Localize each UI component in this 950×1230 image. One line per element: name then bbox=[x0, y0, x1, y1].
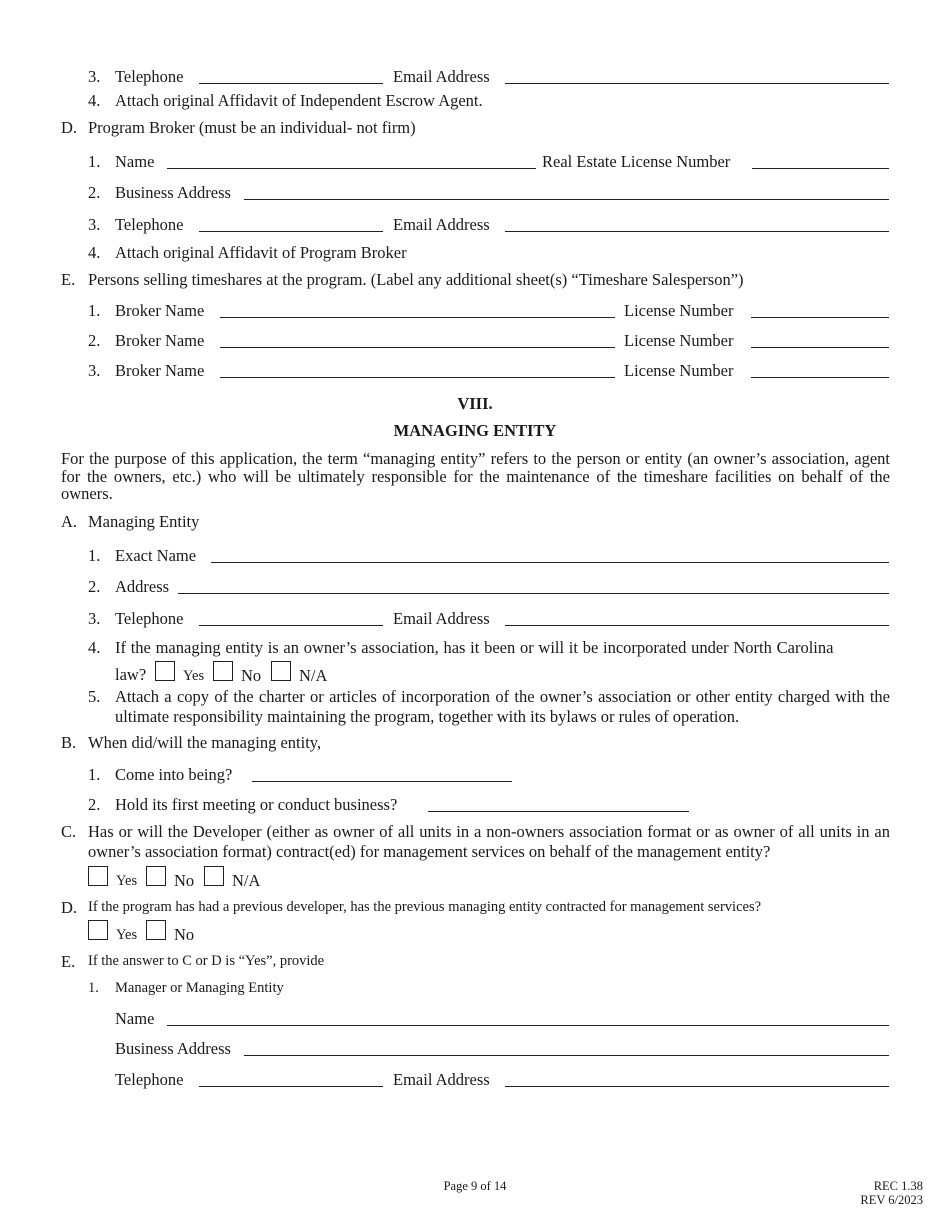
section-title: Persons selling timeshares at the program. (Label any additional sheet(s) “Timeshare Salesperson”) bbox=[88, 270, 744, 289]
manager-name-label: Name bbox=[115, 1009, 155, 1028]
exact-name-field[interactable] bbox=[211, 562, 889, 563]
no-label: No bbox=[174, 871, 195, 890]
license-number-field[interactable] bbox=[751, 317, 889, 318]
business-address-label: Business Address bbox=[115, 1039, 231, 1058]
item-number: 4. bbox=[88, 91, 101, 110]
section-letter: D. bbox=[61, 898, 78, 917]
license-number-label: Real Estate License Number bbox=[542, 152, 731, 171]
email-field[interactable] bbox=[505, 1086, 889, 1087]
management-contract-question: Has or will the Developer (either as owner of all units in a non-owners association format or as owner of all units in an owner’s association format) contract(ed) for management services on behalf of the management entity? bbox=[88, 822, 890, 861]
broker-affidavit-note: Attach original Affidavit of Program Broker bbox=[115, 243, 407, 262]
yes-label: Yes bbox=[116, 873, 138, 889]
section-title: Managing Entity bbox=[88, 512, 200, 531]
na-checkbox[interactable] bbox=[271, 661, 291, 681]
manager-name-field[interactable] bbox=[167, 1025, 889, 1026]
business-address-field[interactable] bbox=[244, 1055, 889, 1056]
item-number: 3. bbox=[88, 609, 101, 628]
item-number: 2. bbox=[88, 331, 101, 350]
broker-name-field[interactable] bbox=[167, 168, 536, 169]
section-letter: E. bbox=[61, 270, 76, 289]
license-number-label: License Number bbox=[624, 331, 734, 350]
broker-name-field[interactable] bbox=[220, 377, 615, 378]
telephone-label: Telephone bbox=[115, 1070, 184, 1089]
yes-checkbox[interactable] bbox=[88, 866, 108, 886]
email-label: Email Address bbox=[393, 609, 490, 628]
page-number: Page 9 of 14 bbox=[443, 1179, 507, 1193]
item-number: 2. bbox=[88, 795, 101, 814]
no-checkbox[interactable] bbox=[213, 661, 233, 681]
telephone-field[interactable] bbox=[199, 231, 383, 232]
yes-label: Yes bbox=[183, 668, 205, 684]
item-number: 5. bbox=[88, 687, 101, 706]
item-number: 3. bbox=[88, 361, 101, 380]
item-number: 4. bbox=[88, 243, 101, 262]
section-letter: E. bbox=[61, 952, 76, 971]
na-checkbox[interactable] bbox=[204, 866, 224, 886]
item-number: 2. bbox=[88, 183, 101, 202]
telephone-field[interactable] bbox=[199, 1086, 383, 1087]
license-number-field[interactable] bbox=[752, 168, 889, 169]
yes-label: Yes bbox=[116, 927, 138, 943]
broker-name-label: Name bbox=[115, 152, 155, 171]
no-checkbox[interactable] bbox=[146, 920, 166, 940]
address-label: Address bbox=[115, 577, 170, 596]
first-meeting-label: Hold its first meeting or conduct business? bbox=[115, 795, 398, 814]
item-number: 2. bbox=[88, 577, 101, 596]
part-roman-numeral: VIII. bbox=[457, 394, 493, 413]
section-letter: C. bbox=[61, 822, 77, 841]
escrow-affidavit-note: Attach original Affidavit of Independent Escrow Agent. bbox=[115, 91, 483, 110]
part-heading: MANAGING ENTITY bbox=[393, 421, 557, 440]
telephone-field[interactable] bbox=[199, 625, 383, 626]
license-number-label: License Number bbox=[624, 361, 734, 380]
revision-date: REV 6/2023 bbox=[860, 1193, 923, 1207]
email-label: Email Address bbox=[393, 215, 490, 234]
license-number-label: License Number bbox=[624, 301, 734, 320]
no-checkbox[interactable] bbox=[146, 866, 166, 886]
telephone-label: Telephone bbox=[115, 67, 184, 86]
yes-checkbox[interactable] bbox=[155, 661, 175, 681]
previous-developer-question: If the program has had a previous developer, has the previous managing entity contracted for management services? bbox=[88, 899, 762, 915]
broker-name-label: Broker Name bbox=[115, 301, 205, 320]
first-meeting-field[interactable] bbox=[428, 811, 689, 812]
item-number: 1. bbox=[88, 980, 99, 996]
no-label: No bbox=[241, 666, 262, 685]
section-title: Program Broker (must be an individual- not firm) bbox=[88, 118, 416, 137]
incorporation-question: If the managing entity is an owner’s association, has it been or will it be incorporated under North Carolina bbox=[115, 638, 834, 657]
item-number: 1. bbox=[88, 765, 101, 784]
form-number: REC 1.38 bbox=[873, 1179, 923, 1193]
item-number: 3. bbox=[88, 67, 101, 86]
section-letter: D. bbox=[61, 118, 78, 137]
incorporation-question-end: law? bbox=[115, 665, 147, 684]
telephone-label: Telephone bbox=[115, 609, 184, 628]
no-label: No bbox=[174, 925, 195, 944]
broker-name-label: Broker Name bbox=[115, 331, 205, 350]
managing-entity-definition: For the purpose of this application, the term “managing entity” refers to the person or entity (an owner’s association, agent for the owners, etc.) who will be ultimately responsible for the maintenance of the timeshare facilities on behalf of the owners. bbox=[61, 449, 890, 503]
broker-name-label: Broker Name bbox=[115, 361, 205, 380]
email-field[interactable] bbox=[505, 231, 889, 232]
email-field[interactable] bbox=[505, 625, 889, 626]
manager-subheading: Manager or Managing Entity bbox=[115, 980, 284, 996]
broker-name-field[interactable] bbox=[220, 347, 615, 348]
email-label: Email Address bbox=[393, 67, 490, 86]
business-address-field[interactable] bbox=[244, 199, 889, 200]
exact-name-label: Exact Name bbox=[115, 546, 197, 565]
license-number-field[interactable] bbox=[751, 347, 889, 348]
telephone-field[interactable] bbox=[199, 83, 383, 84]
license-number-field[interactable] bbox=[751, 377, 889, 378]
address-field[interactable] bbox=[178, 593, 889, 594]
broker-name-field[interactable] bbox=[220, 317, 615, 318]
item-number: 3. bbox=[88, 215, 101, 234]
provide-instructions: If the answer to C or D is “Yes”, provide bbox=[88, 953, 325, 969]
item-number: 1. bbox=[88, 301, 101, 320]
email-field[interactable] bbox=[505, 83, 889, 84]
charter-attachment-note: Attach a copy of the charter or articles of incorporation of the owner’s association or other entity charged with the ultimate responsibility maintaining the program, together with its bylaws or rules of operation. bbox=[115, 687, 890, 726]
business-address-label: Business Address bbox=[115, 183, 231, 202]
item-number: 4. bbox=[88, 638, 101, 657]
item-number: 1. bbox=[88, 546, 101, 565]
item-number: 1. bbox=[88, 152, 101, 171]
come-into-being-label: Come into being? bbox=[115, 765, 233, 784]
email-label: Email Address bbox=[393, 1070, 490, 1089]
come-into-being-field[interactable] bbox=[252, 781, 512, 782]
yes-checkbox[interactable] bbox=[88, 920, 108, 940]
section-title: When did/will the managing entity, bbox=[88, 733, 322, 752]
na-label: N/A bbox=[232, 871, 261, 890]
section-letter: A. bbox=[61, 512, 78, 531]
na-label: N/A bbox=[299, 666, 328, 685]
section-letter: B. bbox=[61, 733, 77, 752]
telephone-label: Telephone bbox=[115, 215, 184, 234]
